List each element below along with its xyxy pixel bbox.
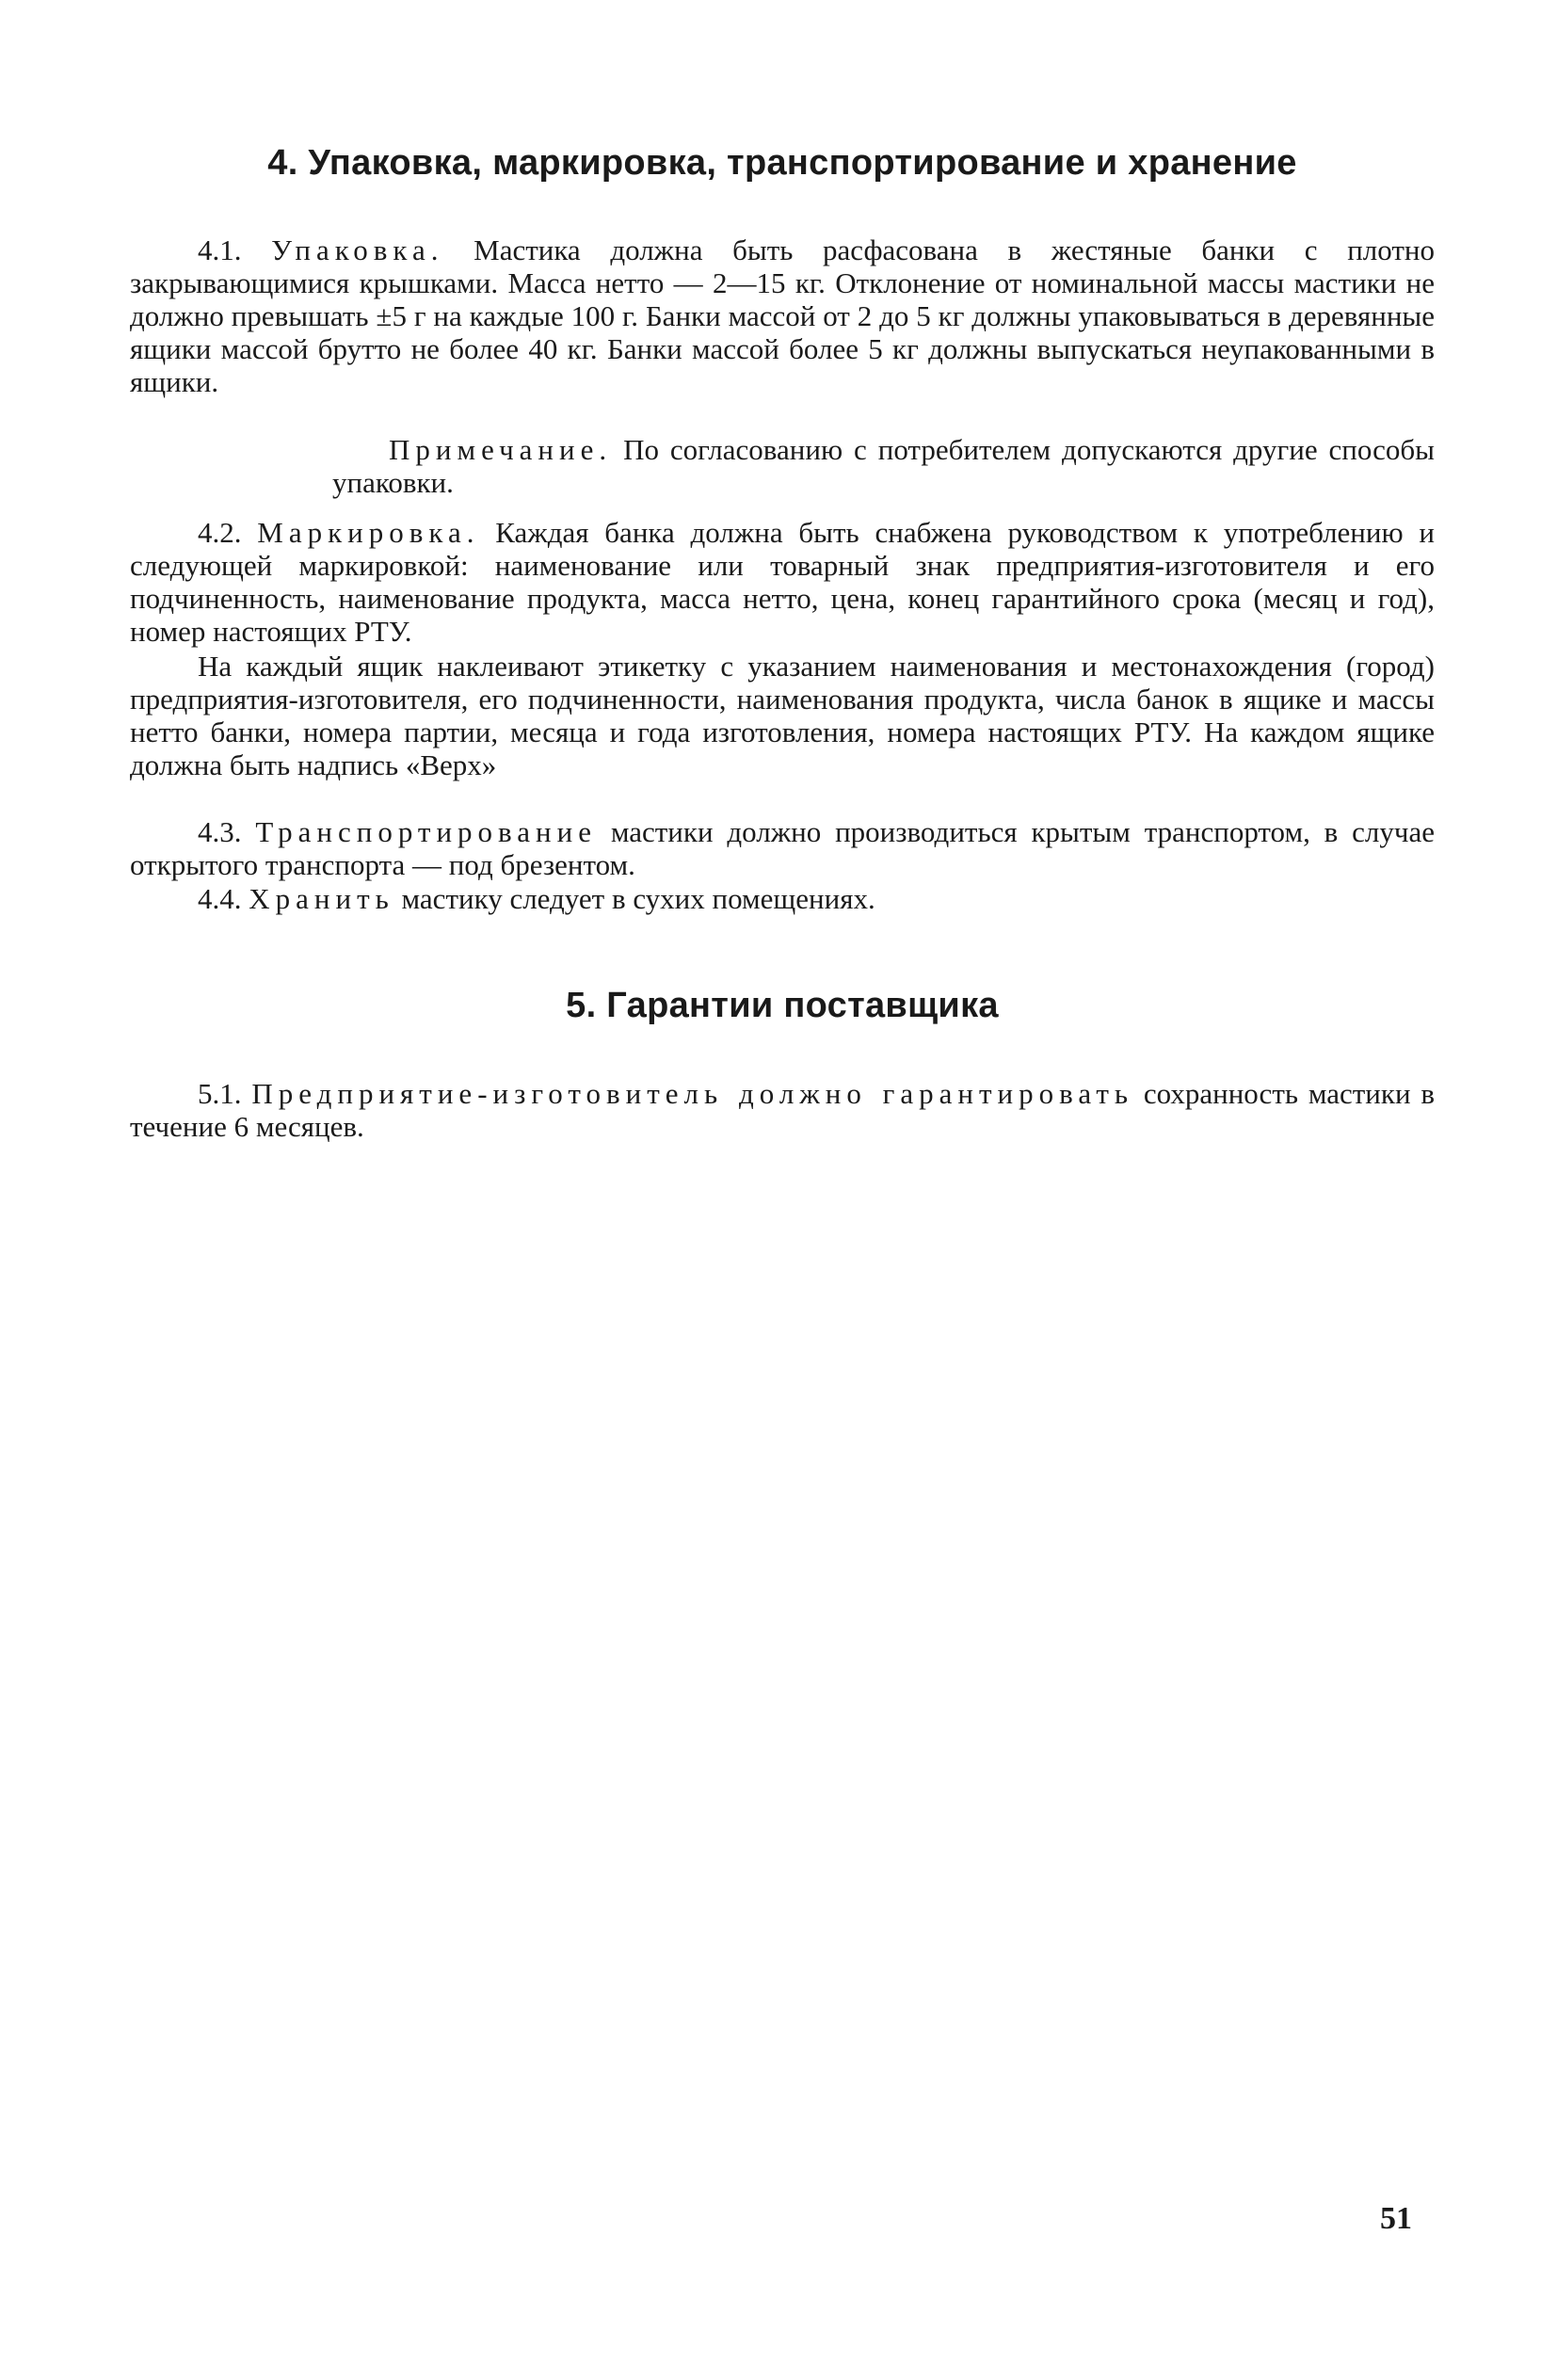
paragraph-4-2 bbox=[130, 516, 1435, 648]
paragraph-4-2-continued: На каждый ящик наклеивают этикетку с указанием наименования и местонахождения (город) предприятия-изготовителя, его подчиненности, наименования продукта, числа банок в ящике и массы нетто банки, номера партии, месяца и года изготовления, номера настоящих РТУ. На каждом ящике должна быть надпись «Верх» bbox=[130, 650, 1435, 781]
paragraph-4-4 bbox=[130, 882, 1435, 915]
section-5-heading: 5. Гарантии поставщика bbox=[566, 986, 999, 1025]
paragraph-4-1 bbox=[130, 233, 1435, 398]
paragraph-4-2-number: 4.2. bbox=[198, 516, 242, 549]
paragraph-4-2-term: Маркировка. bbox=[257, 516, 480, 549]
paragraph-4-4-text: мастику следует в сухих помещениях. bbox=[401, 882, 875, 915]
note-term: Примечание. bbox=[389, 433, 613, 466]
page-number: 51 bbox=[1380, 2201, 1412, 2236]
paragraph-4-4-number: 4.4. bbox=[198, 882, 242, 915]
paragraph-5-1 bbox=[130, 1077, 1435, 1143]
paragraph-4-1-term: Упаковка. bbox=[271, 233, 444, 266]
document-page bbox=[130, 0, 1435, 2380]
paragraph-4-1-number: 4.1. bbox=[198, 233, 242, 266]
paragraph-5-1-text: сохранность мастики в течение 6 месяцев. bbox=[130, 1077, 1436, 1143]
paragraph-4-4-term: Хранить bbox=[249, 882, 394, 915]
paragraph-5-1-number: 5.1. bbox=[198, 1077, 242, 1110]
paragraph-4-1-text: Мастика должна быть расфасована в жестяные банки с плотно закрывающимися крышками. Масса нетто — 2—15 кг. Отклонение от номинальной массы мастики не должно превышать ±5 г на каждые 100 г. Банки массой от 2 до 5 кг должны упаковываться в деревянные ящики массой брутто не более 40 кг. Банки массой более 5 кг должны выпускаться неупакованными в ящики. bbox=[130, 233, 1435, 398]
section-4-heading: 4. Упаковка, маркировка, транспортирование и хранение bbox=[267, 143, 1297, 183]
paragraph-4-3-text: мастики должно производиться крытым транспортом, в случае открытого транспорта — под брезентом. bbox=[130, 815, 1436, 881]
paragraph-4-3-term: Транспортирование bbox=[255, 815, 597, 848]
paragraph-5-1-term: Предприятие-изготовитель должно гарантировать bbox=[251, 1077, 1134, 1110]
paragraph-4-3 bbox=[130, 815, 1435, 881]
paragraph-4-3-number: 4.3. bbox=[198, 815, 242, 848]
note bbox=[332, 433, 1435, 499]
note-text: По согласованию с потребителем допускаются другие способы упаковки. bbox=[332, 433, 1435, 499]
paragraph-4-2-text: Каждая банка должна быть снабжена руководством к употреблению и следующей маркировкой: наименование или товарный знак предприятия-изготовителя и его подчиненность, наименование продукта, масса нетто, цена, конец гарантийного срока (месяц и год), номер настоящих РТУ. bbox=[130, 516, 1436, 648]
